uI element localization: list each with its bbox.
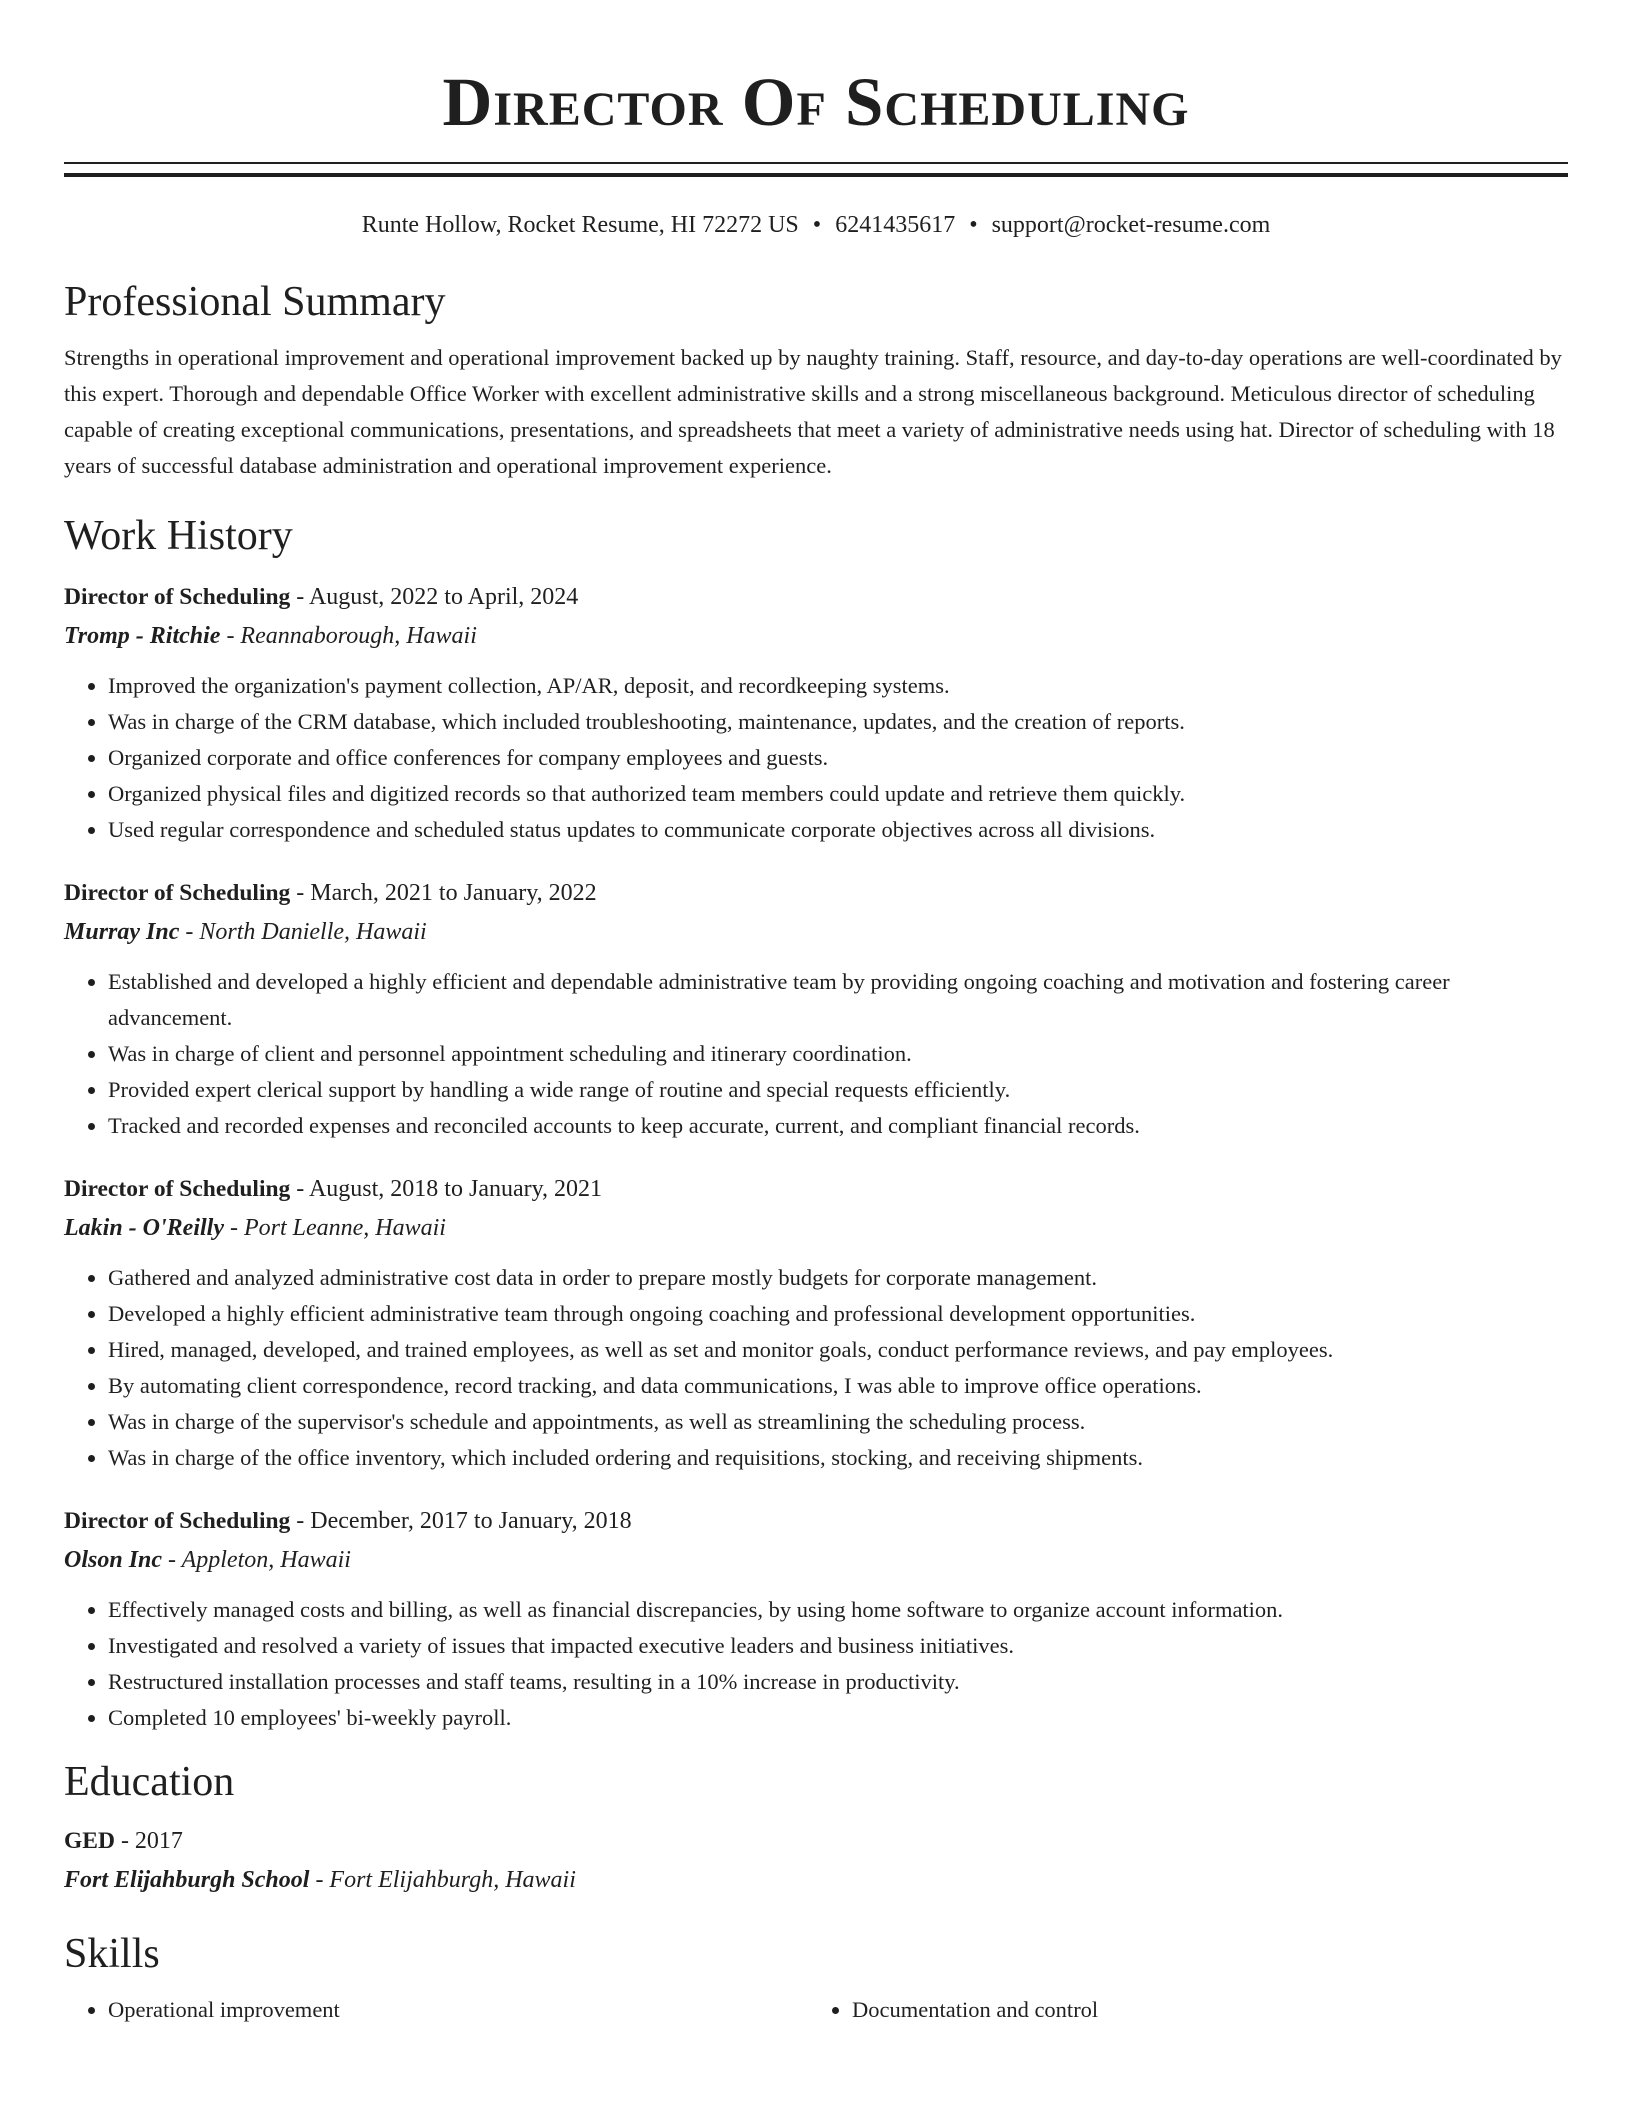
- work-history-heading: Work History: [64, 513, 293, 559]
- education-school: Fort Elijahburgh School: [64, 1867, 310, 1893]
- job-company: Tromp - Ritchie: [64, 623, 221, 649]
- job-bullet: • Restructured installation processes and staff teams, resulting in a 10% increase in productivity.: [108, 1664, 1568, 1700]
- job-dates: - December, 2017 to January, 2018: [296, 1508, 632, 1534]
- job-role: Director of Scheduling: [64, 1508, 291, 1534]
- job-bullet: • Completed 10 employees' bi-weekly payroll.: [108, 1700, 1568, 1736]
- job-entry: [64, 1170, 1568, 1476]
- job-location: - Appleton, Hawaii: [168, 1547, 351, 1573]
- contact-separator: •: [812, 212, 822, 238]
- skill-item: • Documentation and control: [852, 1992, 1552, 2028]
- job-bullet: • Was in charge of client and personnel appointment scheduling and itinerary coordination.: [108, 1036, 1568, 1072]
- education-degree: GED: [64, 1828, 115, 1854]
- summary-heading: Professional Summary: [64, 279, 446, 325]
- job-bullet: • Improved the organization's payment collection, AP/AR, deposit, and recordkeeping systems.: [108, 668, 1568, 704]
- contact-phone: 6241435617: [835, 212, 956, 238]
- education-school-line: [64, 1860, 1568, 1900]
- job-bullet: • Was in charge of the CRM database, which included troubleshooting, maintenance, updates, and the creation of reports.: [108, 704, 1568, 740]
- job-location: - North Danielle, Hawaii: [185, 919, 427, 945]
- job-bullet: • Investigated and resolved a variety of issues that impacted executive leaders and business initiatives.: [108, 1628, 1568, 1664]
- job-employer: [64, 912, 1568, 952]
- job-entry: [64, 874, 1568, 1144]
- contact-address: Runte Hollow, Rocket Resume, HI 72272 US: [361, 212, 799, 238]
- job-header: [64, 874, 1568, 912]
- job-dates: - March, 2021 to January, 2022: [296, 880, 597, 906]
- job-company: Olson Inc: [64, 1547, 163, 1573]
- job-location: - Port Leanne, Hawaii: [229, 1215, 446, 1241]
- job-bullet: • Established and developed a highly efficient and dependable administrative team by providing ongoing coaching and motivation and fostering career advancement.: [108, 964, 1568, 1036]
- job-role: Director of Scheduling: [64, 1176, 291, 1202]
- skills-column-right: [808, 1992, 1552, 2028]
- education-header: [64, 1822, 1568, 1860]
- education-location: - Fort Elijahburgh, Hawaii: [315, 1867, 576, 1893]
- skills-heading: Skills: [64, 1931, 160, 1977]
- job-company: Murray Inc: [64, 919, 180, 945]
- job-employer: [64, 616, 1568, 656]
- education-entry: [64, 1822, 1568, 1900]
- job-employer: [64, 1540, 1568, 1580]
- job-header: [64, 578, 1568, 616]
- education-heading: Education: [64, 1759, 235, 1805]
- skills-list: [64, 1992, 1568, 2028]
- job-header: [64, 1170, 1568, 1208]
- job-location: - Reannaborough, Hawaii: [226, 623, 477, 649]
- contact-separator: •: [969, 212, 978, 238]
- job-entry: [64, 578, 1568, 848]
- skills-column-left: [64, 1992, 808, 2028]
- job-bullet: • Provided expert clerical support by handling a wide range of routine and special requests efficiently.: [108, 1072, 1568, 1108]
- contact-line: [64, 210, 1568, 240]
- job-dates: - August, 2018 to January, 2021: [296, 1176, 603, 1202]
- resume-name: Director Of Scheduling: [442, 64, 1190, 140]
- header-double-rule: [64, 162, 1568, 177]
- job-bullet: • Hired, managed, developed, and trained employees, as well as set and monitor goals, conduct performance reviews, and pay employees.: [108, 1332, 1568, 1368]
- job-bullet: • Organized corporate and office conferences for company employees and guests.: [108, 740, 1568, 776]
- job-bullet: • Was in charge of the supervisor's schedule and appointments, as well as streamlining the scheduling process.: [108, 1404, 1568, 1440]
- job-bullets: [64, 1592, 1568, 1736]
- job-bullet: • Effectively managed costs and billing, as well as financial discrepancies, by using home software to organize account information.: [108, 1592, 1568, 1628]
- job-bullet: • By automating client correspondence, record tracking, and data communications, I was able to improve office operations.: [108, 1368, 1568, 1404]
- resume-page: [64, 0, 1568, 2028]
- skill-item: • Operational improvement: [108, 1992, 808, 2028]
- contact-email: support@rocket-resume.com: [991, 212, 1271, 238]
- job-entry: [64, 1502, 1568, 1736]
- job-bullet: • Was in charge of the office inventory, which included ordering and requisitions, stocking, and receiving shipments.: [108, 1440, 1568, 1476]
- job-bullet: • Used regular correspondence and scheduled status updates to communicate corporate objectives across all divisions.: [108, 812, 1568, 848]
- job-header: [64, 1502, 1568, 1540]
- job-bullet: • Tracked and recorded expenses and reconciled accounts to keep accurate, current, and compliant financial records.: [108, 1108, 1568, 1144]
- job-company: Lakin - O'Reilly: [64, 1215, 224, 1241]
- job-bullets: [64, 964, 1568, 1144]
- job-bullets: [64, 668, 1568, 848]
- job-bullet: • Developed a highly efficient administrative team through ongoing coaching and professional development opportunities.: [108, 1296, 1568, 1332]
- job-bullets: [64, 1260, 1568, 1476]
- job-dates: - August, 2022 to April, 2024: [296, 584, 579, 610]
- job-role: Director of Scheduling: [64, 584, 291, 610]
- education-year: - 2017: [120, 1828, 183, 1854]
- job-employer: [64, 1208, 1568, 1248]
- job-role: Director of Scheduling: [64, 880, 291, 906]
- summary-text: Strengths in operational improvement and operational improvement backed up by naughty training. Staff, resource, and day-to-day operations are well-coordinated by this expert. Thorough and dependable Office Worker with excellent administrative skills and a strong miscellaneous background. Meticulous director of scheduling capable of creating exceptional communications, presentations, and spreadsheets that meet a variety of administrative needs using hat. Director of scheduling with 18 years of successful database administration and operational improvement experience.: [64, 345, 1562, 478]
- job-bullet: • Organized physical files and digitized records so that authorized team members could update and retrieve them quickly.: [108, 776, 1568, 812]
- job-bullet: • Gathered and analyzed administrative cost data in order to prepare mostly budgets for corporate management.: [108, 1260, 1568, 1296]
